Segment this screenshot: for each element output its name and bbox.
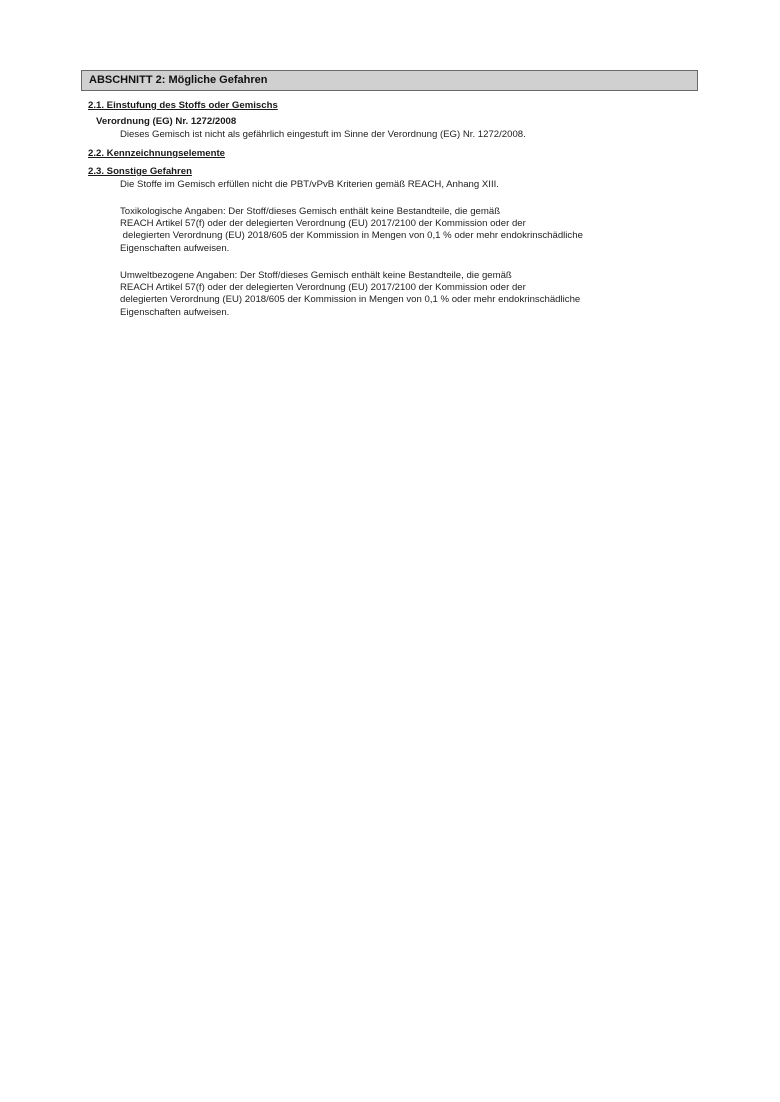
environmental-line: REACH Artikel 57(f) oder der delegierten Verordnung (EU) 2017/2100 der Kommission oder der: [120, 282, 526, 294]
section-title: ABSCHNITT 2: Mögliche Gefahren: [89, 74, 268, 86]
regulation-title: Verordnung (EG) Nr. 1272/2008: [96, 116, 237, 127]
environmental-line: delegierten Verordnung (EU) 2018/605 der Kommission in Mengen von 0,1 % oder mehr endokrinschädliche: [120, 294, 581, 306]
environmental-paragraph: [120, 270, 580, 319]
environmental-line: Umweltbezogene Angaben: Der Stoff/dieses Gemisch enthält keine Bestandteile, die gemäß: [120, 270, 512, 281]
section-header: [81, 70, 698, 91]
toxicological-paragraph: [120, 206, 583, 255]
toxicological-line: Toxikologische Angaben: Der Stoff/dieses Gemisch enthält keine Bestandteile, die gemäß: [120, 206, 501, 217]
toxicological-line: Eigenschaften aufweisen.: [120, 242, 230, 254]
pbt-text: Die Stoffe im Gemisch erfüllen nicht die PBT/vPvB Kriterien gemäß REACH, Anhang XIII.: [120, 179, 499, 190]
subsection-2-1-heading: 2.1. Einstufung des Stoffs oder Gemischs: [88, 100, 278, 111]
environmental-line: Eigenschaften aufweisen.: [120, 306, 230, 318]
subsection-2-3-heading: 2.3. Sonstige Gefahren: [88, 166, 192, 177]
toxicological-line: REACH Artikel 57(f) oder der delegierten Verordnung (EU) 2017/2100 der Kommission oder der: [120, 218, 526, 230]
subsection-2-2-heading: 2.2. Kennzeichnungselemente: [88, 148, 226, 159]
classification-text: Dieses Gemisch ist nicht als gefährlich eingestuft im Sinne der Verordnung (EG) Nr. 1272/2008.: [120, 129, 526, 140]
toxicological-line: delegierten Verordnung (EU) 2018/605 der Kommission in Mengen von 0,1 % oder mehr endokrinschädliche: [120, 230, 583, 242]
